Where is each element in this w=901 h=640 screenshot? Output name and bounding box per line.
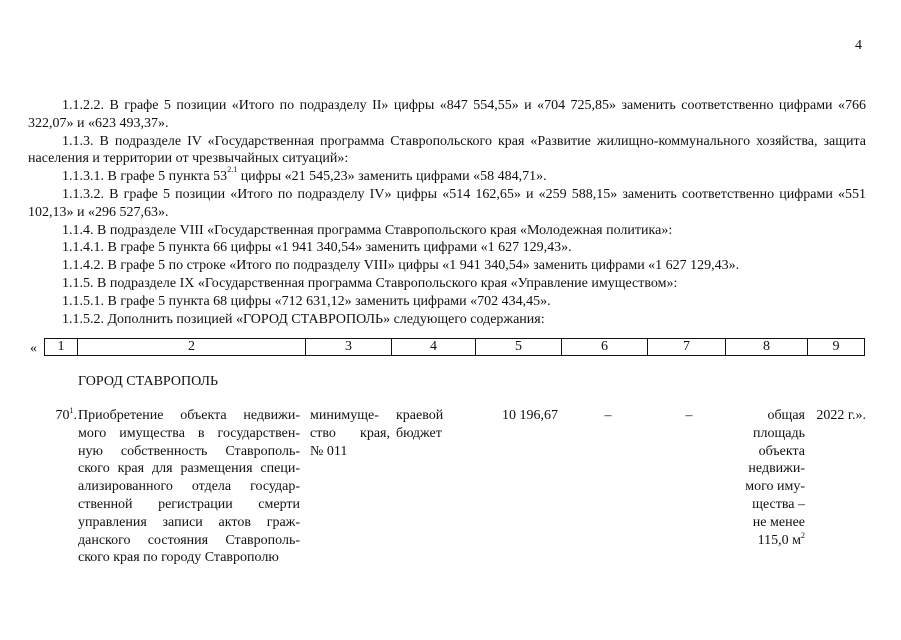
column-header-8: 8 [726,339,808,356]
amendment-text [28,97,866,328]
paragraph-1-1-4: 1.1.4. В подразделе VIII «Государственная программа Ставропольского края «Молодежная политика»: [62,222,673,238]
row-name-line: ского края для размещения специ- [78,461,300,477]
table-open-quote: « [30,341,37,356]
row-indicator-line: общая [767,408,805,423]
column-header-9: 9 [808,339,865,356]
row-indicator-line: не менее [752,514,805,530]
row-executor [310,407,390,460]
row-value-7: – [685,408,693,423]
row-source-line: бюджет [396,425,442,441]
paragraph-1-1-3-1-superscript: 2.1 [227,165,238,175]
paragraph-1-1-3: 1.1.3. В подразделе IV «Государственная программа Ставропольского края «Развитие жилищно-коммунального хозяйства, защита населения и территории от чрезвычайных ситуаций»: [28,133,866,167]
row-funding-source [396,407,456,443]
row-number-main: 70 [55,408,70,423]
column-number-header [44,338,865,356]
row-name-line: данского состояния Ставрополь- [78,532,300,548]
row-name-line: ную собственность Ставрополь- [78,443,300,459]
row-number [44,407,77,425]
paragraph-1-1-2-2: 1.1.2.2. В графе 5 позиции «Итого по подразделу II» цифры «847 554,55» и «704 725,85» заменить соответственно цифрами «766 322,07» и «623 493,37». [28,98,866,131]
section-title: ГОРОД СТАВРОПОЛЬ [78,374,219,389]
row-indicator-area: 115,0 м [757,532,801,548]
row-value-5: 10 196,67 [502,408,558,423]
paragraph-1-1-5-2: 1.1.5.2. Дополнить позицией «ГОРОД СТАВРОПОЛЬ» следующего содержания: [62,311,545,327]
page-number: 4 [855,38,862,53]
column-header-2: 2 [78,339,306,356]
row-indicator [725,407,805,549]
row-indicator-superscript: 2 [801,530,805,540]
column-header-4: 4 [392,339,476,356]
row-executor-line: ство края, [310,425,390,441]
row-name-line: мого имущества в государствен- [78,425,300,441]
row-number-superscript: 1 [69,406,74,415]
row-indicator-last-line [725,532,805,550]
paragraph-1-1-3-1-part-a: 1.1.3.1. В графе 5 пункта 53 [62,169,228,185]
paragraph-1-1-5-1: 1.1.5.1. В графе 5 пункта 68 цифры «712 631,12» заменить цифрами «702 434,45». [62,293,551,309]
row-name [78,407,300,567]
row-indicator-line: мого иму- [745,479,805,495]
paragraph-1-1-4-1: 1.1.4.1. В графе 5 пункта 66 цифры «1 941 340,54» заменить цифрами «1 627 129,43». [62,240,572,256]
row-year: 2022 г.». [816,408,866,423]
column-header-7: 7 [648,339,726,356]
row-name-line: управления записи актов граж- [78,514,300,530]
column-header-1: 1 [45,339,78,356]
paragraph-1-1-3-1-part-b: цифры «21 545,23» заменить цифрами «58 484,71». [237,169,547,185]
row-indicator-line: недвижи- [748,461,805,477]
column-header-3: 3 [306,339,392,356]
row-name-line: ственной регистрации смерти [78,496,300,512]
row-value-6: – [604,408,612,423]
row-name-line: Приобретение объекта недвижи- [78,408,300,423]
paragraph-1-1-3-2: 1.1.3.2. В графе 5 позиции «Итого по подразделу IV» цифры «514 162,65» и «259 588,15» заменить соответственно цифрами «551 102,13» и «296 527,63». [28,186,866,220]
column-header-5: 5 [476,339,562,356]
row-indicator-line: щества – [752,496,805,512]
row-indicator-line: площадь [753,425,805,441]
row-executor-line: минимуще- [310,408,379,423]
row-executor-line: № 011 [310,443,348,459]
row-number-suffix: . [73,408,77,423]
paragraph-1-1-4-2: 1.1.4.2. В графе 5 по строке «Итого по подразделу VIII» цифры «1 941 340,54» заменить цифрами «1 627 129,43». [62,258,740,274]
row-name-line: ализированного отдела государ- [78,479,300,495]
paragraph-1-1-3-1 [28,165,866,186]
column-header-6: 6 [562,339,648,356]
row-indicator-line: объекта [758,443,805,459]
row-name-line: ского края по городу Ставрополю [78,550,279,566]
paragraph-1-1-5: 1.1.5. В подразделе IX «Государственная программа Ставропольского края «Управление имуществом»: [62,275,678,291]
row-source-line: краевой [396,408,444,423]
